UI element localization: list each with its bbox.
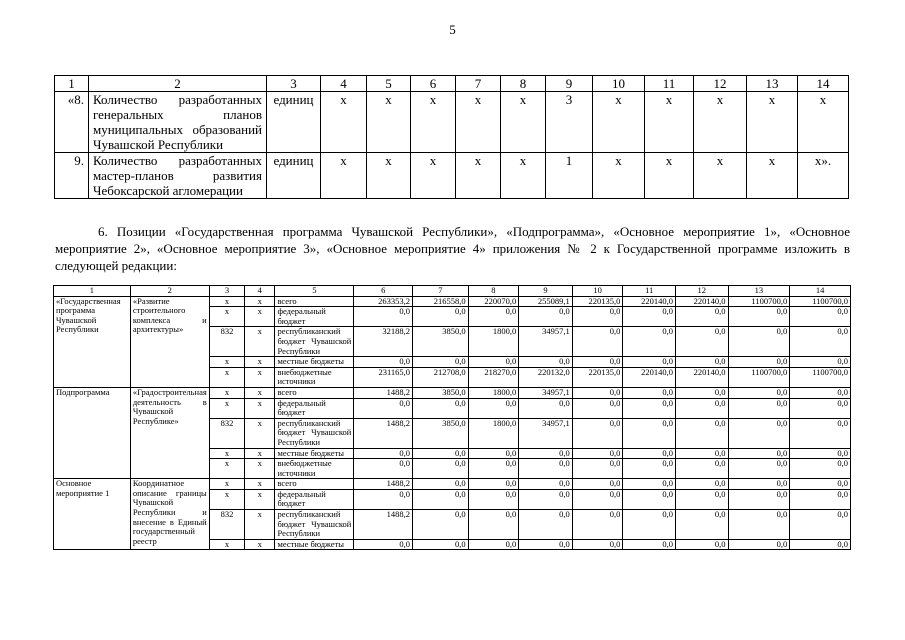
value-cell: х xyxy=(645,153,694,199)
funding-source-cell: федеральный бюджет xyxy=(275,489,354,509)
row-number: «8. xyxy=(55,92,89,153)
amount-cell: 3850,0 xyxy=(413,418,469,448)
amount-cell: 0,0 xyxy=(413,459,469,479)
amount-cell: 0,0 xyxy=(728,510,790,540)
amount-cell: 0,0 xyxy=(675,489,728,509)
amount-cell: 0,0 xyxy=(728,418,790,448)
amount-cell: 0,0 xyxy=(572,448,623,459)
status-cell: Подпрограмма xyxy=(54,387,131,478)
value-cell: х xyxy=(593,92,645,153)
amount-cell: 1100700,0 xyxy=(790,296,851,307)
amount-cell: 0,0 xyxy=(354,539,413,550)
amount-cell: 0,0 xyxy=(519,307,573,327)
row-number: 9. xyxy=(55,153,89,199)
header-cell: 11 xyxy=(645,76,694,92)
amount-cell: 0,0 xyxy=(728,387,790,398)
value-cell: х xyxy=(747,153,798,199)
code-cell: х xyxy=(245,489,275,509)
amount-cell: 1800,0 xyxy=(468,387,519,398)
amount-cell: 0,0 xyxy=(675,307,728,327)
amount-cell: 220070,0 xyxy=(468,296,519,307)
amount-cell: 34957,1 xyxy=(519,327,573,357)
amount-cell: 0,0 xyxy=(790,418,851,448)
amount-cell: 0,0 xyxy=(728,307,790,327)
value-cell: х xyxy=(747,92,798,153)
amount-cell: 0,0 xyxy=(728,539,790,550)
indicators-table xyxy=(54,75,849,199)
header-cell: 9 xyxy=(546,76,593,92)
amount-cell: 0,0 xyxy=(675,398,728,418)
code-cell: х xyxy=(209,489,244,509)
funding-source-cell: всего xyxy=(275,296,354,307)
amount-cell: 220132,0 xyxy=(519,367,573,387)
status-cell: «Государственная программа Чувашской Республики xyxy=(54,296,131,387)
amount-cell: 0,0 xyxy=(623,357,676,368)
header-cell: 4 xyxy=(245,286,275,297)
amount-cell: 0,0 xyxy=(354,459,413,479)
amount-cell: 0,0 xyxy=(675,459,728,479)
program-name-cell: Координатное описание границы Чувашской Республики и внесение в Единый государственный реестр xyxy=(130,479,209,550)
code-cell: х xyxy=(245,367,275,387)
amount-cell: 0,0 xyxy=(413,448,469,459)
amount-cell: 0,0 xyxy=(623,307,676,327)
amount-cell: 0,0 xyxy=(354,307,413,327)
header-cell: 7 xyxy=(413,286,469,297)
table-row xyxy=(55,153,849,199)
header-cell: 14 xyxy=(790,286,851,297)
code-cell: х xyxy=(245,296,275,307)
code-cell: х xyxy=(209,398,244,418)
amount-cell: 0,0 xyxy=(623,459,676,479)
amount-cell: 34957,1 xyxy=(519,387,573,398)
amount-cell: 1100700,0 xyxy=(728,296,790,307)
funding-source-cell: местные бюджеты xyxy=(275,448,354,459)
indicator-name: Количество разработанных генеральных планов муниципальных образований Чувашской Республики xyxy=(89,92,267,153)
header-cell: 12 xyxy=(694,76,747,92)
code-cell: х xyxy=(245,479,275,490)
amount-cell: 0,0 xyxy=(413,539,469,550)
value-cell: х xyxy=(321,153,367,199)
header-cell: 14 xyxy=(798,76,849,92)
funding-source-cell: внебюджетные источники xyxy=(275,459,354,479)
amount-cell: 0,0 xyxy=(623,479,676,490)
code-cell: х xyxy=(209,448,244,459)
amount-cell: 1100700,0 xyxy=(728,367,790,387)
header-cell: 10 xyxy=(593,76,645,92)
table-header-row xyxy=(54,286,851,297)
table-row xyxy=(54,479,851,490)
amount-cell: 1488,2 xyxy=(354,387,413,398)
header-cell: 1 xyxy=(55,76,89,92)
amount-cell: 0,0 xyxy=(572,357,623,368)
unit-cell: единиц xyxy=(267,153,321,199)
program-name-cell: «Градостроительная деятельность в Чувашской Республике» xyxy=(130,387,209,478)
page-number: 5 xyxy=(449,22,456,37)
amount-cell: 1488,2 xyxy=(354,510,413,540)
funding-source-cell: федеральный бюджет xyxy=(275,398,354,418)
amount-cell: 0,0 xyxy=(728,489,790,509)
amount-cell: 0,0 xyxy=(790,479,851,490)
code-cell: 832 xyxy=(209,510,244,540)
amount-cell: 0,0 xyxy=(519,539,573,550)
header-cell: 10 xyxy=(572,286,623,297)
amount-cell: 0,0 xyxy=(468,510,519,540)
amount-cell: 0,0 xyxy=(675,327,728,357)
amount-cell: 0,0 xyxy=(572,489,623,509)
funding-source-cell: республиканский бюджет Чувашской Республики xyxy=(275,510,354,540)
amount-cell: 0,0 xyxy=(675,387,728,398)
table-row xyxy=(54,387,851,398)
code-cell: х xyxy=(245,307,275,327)
amount-cell: 0,0 xyxy=(572,307,623,327)
amount-cell: 1800,0 xyxy=(468,327,519,357)
amount-cell: 0,0 xyxy=(790,327,851,357)
value-cell: х xyxy=(321,92,367,153)
code-cell: х xyxy=(245,387,275,398)
code-cell: х xyxy=(245,418,275,448)
code-cell: х xyxy=(245,510,275,540)
amount-cell: 0,0 xyxy=(468,539,519,550)
amount-cell: 0,0 xyxy=(623,510,676,540)
header-cell: 1 xyxy=(54,286,131,297)
amount-cell: 0,0 xyxy=(468,459,519,479)
amount-cell: 0,0 xyxy=(623,327,676,357)
code-cell: х xyxy=(209,479,244,490)
amount-cell: 220140,0 xyxy=(623,367,676,387)
amount-cell: 0,0 xyxy=(519,398,573,418)
indicator-name: Количество разработанных мастер-планов развития Чебоксарской агломерации xyxy=(89,153,267,199)
header-cell: 9 xyxy=(519,286,573,297)
code-cell: х xyxy=(209,296,244,307)
amount-cell: 0,0 xyxy=(623,418,676,448)
amount-cell: 32188,2 xyxy=(354,327,413,357)
amount-cell: 0,0 xyxy=(623,489,676,509)
header-cell: 13 xyxy=(728,286,790,297)
amount-cell: 0,0 xyxy=(790,387,851,398)
paragraph-6: 6. Позиции «Государственная программа Чувашской Республики», «Подпрограмма», «Основное мероприятие 1», «Основное мероприятие 2», «Основное мероприятие 3», «Основное мероприятие 4» приложения № 2 к Государственной программе изложить в следующей редакции: xyxy=(55,224,850,273)
funding-table xyxy=(53,285,851,550)
amount-cell: 263353,2 xyxy=(354,296,413,307)
value-cell: х xyxy=(798,92,849,153)
amount-cell: 0,0 xyxy=(519,479,573,490)
amount-cell: 0,0 xyxy=(468,479,519,490)
amount-cell: 1100700,0 xyxy=(790,367,851,387)
code-cell: х xyxy=(245,448,275,459)
header-cell: 5 xyxy=(367,76,411,92)
value-cell: х xyxy=(367,153,411,199)
unit-cell: единиц xyxy=(267,92,321,153)
amount-cell: 0,0 xyxy=(790,357,851,368)
code-cell: 832 xyxy=(209,418,244,448)
amount-cell: 220135,0 xyxy=(572,367,623,387)
amount-cell: 0,0 xyxy=(675,479,728,490)
amount-cell: 0,0 xyxy=(468,307,519,327)
code-cell: х xyxy=(245,357,275,368)
amount-cell: 220140,0 xyxy=(675,296,728,307)
amount-cell: 0,0 xyxy=(468,448,519,459)
amount-cell: 0,0 xyxy=(519,448,573,459)
code-cell: х xyxy=(245,327,275,357)
amount-cell: 0,0 xyxy=(728,327,790,357)
amount-cell: 34957,1 xyxy=(519,418,573,448)
amount-cell: 0,0 xyxy=(675,357,728,368)
amount-cell: 0,0 xyxy=(519,510,573,540)
value-cell: х xyxy=(501,92,546,153)
amount-cell: 0,0 xyxy=(675,418,728,448)
code-cell: х xyxy=(209,539,244,550)
amount-cell: 0,0 xyxy=(572,418,623,448)
funding-source-cell: республиканский бюджет Чувашской Республики xyxy=(275,418,354,448)
value-cell: х xyxy=(694,92,747,153)
value-cell: х xyxy=(456,153,501,199)
value-cell: х xyxy=(411,92,456,153)
funding-source-cell: всего xyxy=(275,387,354,398)
amount-cell: 0,0 xyxy=(623,539,676,550)
funding-source-cell: внебюджетные источники xyxy=(275,367,354,387)
amount-cell: 0,0 xyxy=(790,398,851,418)
code-cell: х xyxy=(209,357,244,368)
amount-cell: 0,0 xyxy=(572,387,623,398)
amount-cell: 212708,0 xyxy=(413,367,469,387)
amount-cell: 0,0 xyxy=(354,489,413,509)
code-cell: х xyxy=(209,307,244,327)
amount-cell: 0,0 xyxy=(572,510,623,540)
amount-cell: 0,0 xyxy=(519,357,573,368)
amount-cell: 0,0 xyxy=(728,448,790,459)
value-cell: х xyxy=(593,153,645,199)
amount-cell: 0,0 xyxy=(675,539,728,550)
amount-cell: 0,0 xyxy=(623,387,676,398)
amount-cell: 0,0 xyxy=(413,307,469,327)
header-cell: 3 xyxy=(209,286,244,297)
table-row xyxy=(54,296,851,307)
amount-cell: 0,0 xyxy=(728,459,790,479)
amount-cell: 0,0 xyxy=(675,448,728,459)
amount-cell: 220140,0 xyxy=(675,367,728,387)
status-cell: Основное мероприятие 1 xyxy=(54,479,131,550)
amount-cell: 0,0 xyxy=(468,398,519,418)
funding-source-cell: федеральный бюджет xyxy=(275,307,354,327)
amount-cell: 0,0 xyxy=(572,539,623,550)
amount-cell: 0,0 xyxy=(728,398,790,418)
value-cell: х xyxy=(501,153,546,199)
value-cell: х xyxy=(411,153,456,199)
header-cell: 6 xyxy=(411,76,456,92)
code-cell: х xyxy=(245,398,275,418)
amount-cell: 0,0 xyxy=(790,459,851,479)
header-cell: 11 xyxy=(623,286,676,297)
amount-cell: 220140,0 xyxy=(623,296,676,307)
amount-cell: 218270,0 xyxy=(468,367,519,387)
code-cell: 832 xyxy=(209,327,244,357)
amount-cell: 3850,0 xyxy=(413,327,469,357)
amount-cell: 0,0 xyxy=(413,510,469,540)
value-cell: х xyxy=(645,92,694,153)
amount-cell: 0,0 xyxy=(413,398,469,418)
table-header-row xyxy=(55,76,849,92)
amount-cell: 0,0 xyxy=(728,357,790,368)
amount-cell: 216558,0 xyxy=(413,296,469,307)
amount-cell: 255089,1 xyxy=(519,296,573,307)
amount-cell: 0,0 xyxy=(790,539,851,550)
funding-source-cell: всего xyxy=(275,479,354,490)
amount-cell: 1488,2 xyxy=(354,479,413,490)
amount-cell: 0,0 xyxy=(413,357,469,368)
value-cell: х». xyxy=(798,153,849,199)
amount-cell: 1488,2 xyxy=(354,418,413,448)
header-cell: 8 xyxy=(468,286,519,297)
code-cell: х xyxy=(209,387,244,398)
amount-cell: 0,0 xyxy=(572,398,623,418)
amount-cell: 0,0 xyxy=(413,479,469,490)
amount-cell: 3850,0 xyxy=(413,387,469,398)
header-cell: 4 xyxy=(321,76,367,92)
amount-cell: 0,0 xyxy=(790,448,851,459)
amount-cell: 0,0 xyxy=(519,459,573,479)
amount-cell: 0,0 xyxy=(468,489,519,509)
amount-cell: 0,0 xyxy=(354,357,413,368)
header-cell: 8 xyxy=(501,76,546,92)
table-row xyxy=(55,92,849,153)
amount-cell: 0,0 xyxy=(728,479,790,490)
code-cell: х xyxy=(209,367,244,387)
amount-cell: 0,0 xyxy=(572,479,623,490)
amount-cell: 0,0 xyxy=(572,459,623,479)
amount-cell: 0,0 xyxy=(468,357,519,368)
amount-cell: 231165,0 xyxy=(354,367,413,387)
funding-source-cell: местные бюджеты xyxy=(275,357,354,368)
amount-cell: 1800,0 xyxy=(468,418,519,448)
header-cell: 7 xyxy=(456,76,501,92)
amount-cell: 220135,0 xyxy=(572,296,623,307)
header-cell: 3 xyxy=(267,76,321,92)
header-cell: 12 xyxy=(675,286,728,297)
value-cell: х xyxy=(367,92,411,153)
value-cell: 3 xyxy=(546,92,593,153)
code-cell: х xyxy=(209,459,244,479)
header-cell: 13 xyxy=(747,76,798,92)
code-cell: х xyxy=(245,539,275,550)
amount-cell: 0,0 xyxy=(623,398,676,418)
funding-source-cell: республиканский бюджет Чувашской Республики xyxy=(275,327,354,357)
amount-cell: 0,0 xyxy=(623,448,676,459)
amount-cell: 0,0 xyxy=(519,489,573,509)
amount-cell: 0,0 xyxy=(572,327,623,357)
amount-cell: 0,0 xyxy=(790,489,851,509)
amount-cell: 0,0 xyxy=(790,307,851,327)
value-cell: х xyxy=(694,153,747,199)
amount-cell: 0,0 xyxy=(790,510,851,540)
program-name-cell: «Развитие строительного комплекса и архитектуры» xyxy=(130,296,209,387)
value-cell: 1 xyxy=(546,153,593,199)
value-cell: х xyxy=(456,92,501,153)
amount-cell: 0,0 xyxy=(354,448,413,459)
header-cell: 6 xyxy=(354,286,413,297)
amount-cell: 0,0 xyxy=(413,489,469,509)
funding-source-cell: местные бюджеты xyxy=(275,539,354,550)
header-cell: 5 xyxy=(275,286,354,297)
amount-cell: 0,0 xyxy=(675,510,728,540)
header-cell: 2 xyxy=(89,76,267,92)
code-cell: х xyxy=(245,459,275,479)
amount-cell: 0,0 xyxy=(354,398,413,418)
header-cell: 2 xyxy=(130,286,209,297)
